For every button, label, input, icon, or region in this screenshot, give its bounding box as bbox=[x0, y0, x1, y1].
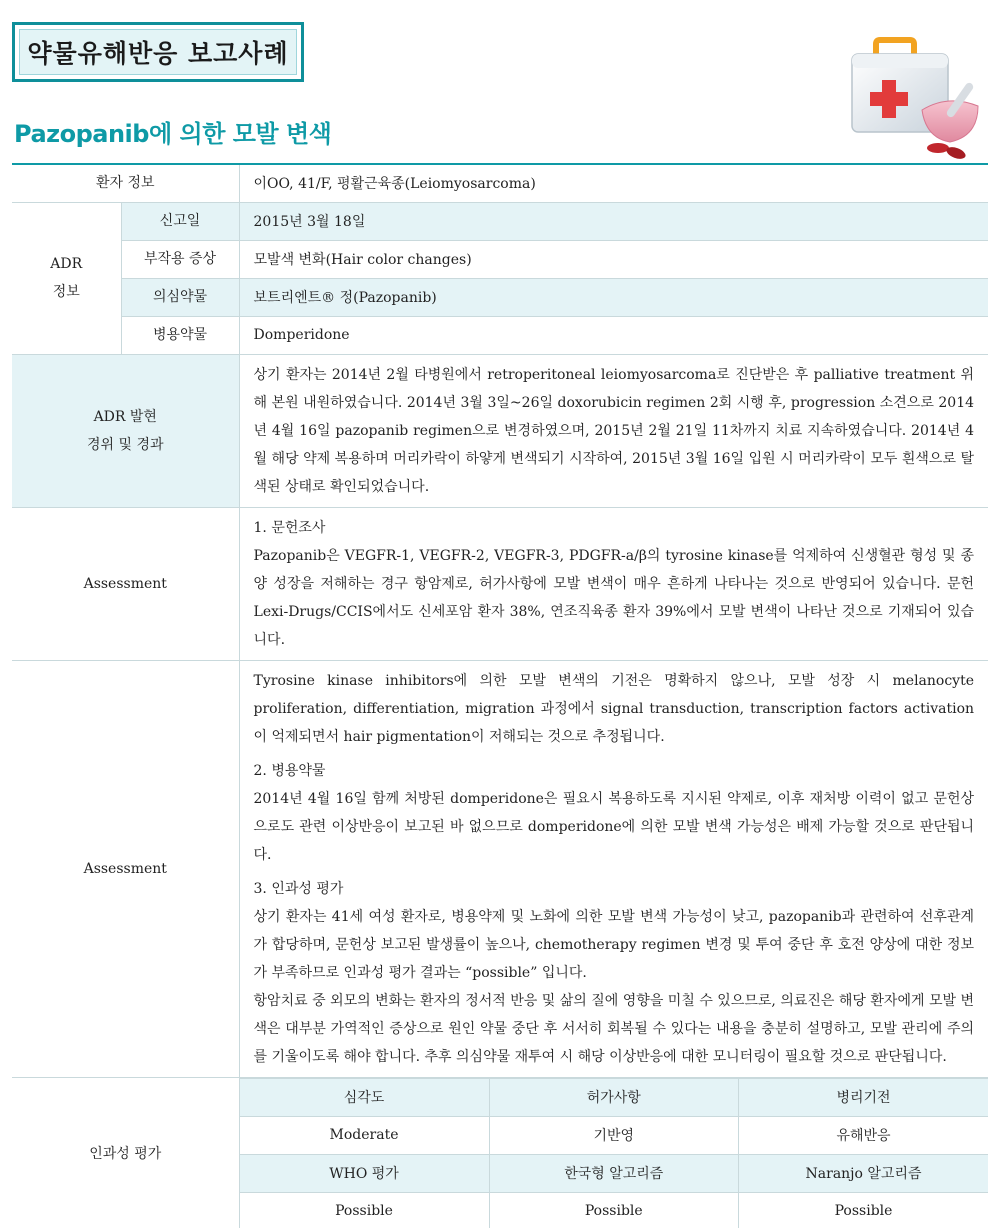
assessment-row-1 bbox=[12, 507, 988, 660]
first-aid-kit-icon bbox=[838, 36, 988, 161]
grid-value: 유해반응 bbox=[739, 1116, 989, 1154]
adr-row-value: 2015년 3월 18일 bbox=[239, 202, 988, 240]
adr-row-value: Domperidone bbox=[239, 316, 988, 354]
patient-info-row bbox=[12, 164, 988, 202]
adr-info-group-line2: 정보 bbox=[52, 284, 80, 300]
causality-label: 인과성 평가 bbox=[12, 1077, 239, 1228]
grid-header: 병리기전 bbox=[739, 1078, 989, 1116]
literature-heading: 1. 문헌조사 bbox=[253, 519, 326, 536]
adr-course-label-line1: ADR 발현 bbox=[93, 408, 157, 425]
adr-row-label: 부작용 증상 bbox=[121, 240, 239, 278]
adr-row-report-date bbox=[12, 202, 988, 240]
causality-grid-cell bbox=[239, 1077, 988, 1228]
mechanism-text: Tyrosine kinase inhibitors에 의한 모발 변색의 기전은 명확하지 않으나, 모발 성장 시 melanocyte proliferation, differentiation, migration 과정에서 signal transduction, transcription factors activation이 억제되면서 hair pigmentation이 저해되는 것으로 추정됩니다. bbox=[253, 672, 975, 745]
adr-course-row bbox=[12, 354, 988, 507]
grid-header: Naranjo 알고리즘 bbox=[739, 1154, 989, 1192]
adr-report-table bbox=[12, 163, 988, 1228]
grid-header: 한국형 알고리즘 bbox=[489, 1154, 739, 1192]
causality-heading: 3. 인과성 평가 bbox=[253, 880, 344, 897]
grid-value: Moderate bbox=[240, 1116, 490, 1154]
grid-value: Possible bbox=[240, 1192, 490, 1228]
adr-info-group-label bbox=[12, 202, 121, 354]
section-badge bbox=[12, 22, 304, 82]
causality-row bbox=[12, 1077, 988, 1228]
concomitant-heading: 2. 병용약물 bbox=[253, 762, 326, 779]
adr-row-label: 의심약물 bbox=[121, 278, 239, 316]
adr-row-suspected-drug bbox=[12, 278, 988, 316]
assessment-label: Assessment bbox=[12, 507, 239, 660]
literature-text: Pazopanib은 VEGFR-1, VEGFR-2, VEGFR-3, PDGFR-a/β의 tyrosine kinase를 억제하여 신생혈관 형성 및 종양 성장을 저해하는 경구 항암제로, 허가사항에 모발 변색이 매우 흔하게 나타나는 것으로 반영되어 있습니다. 문헌 Lexi-Drugs/CCIS에서도 신세포암 환자 38%, 연조직육종 환자 39%에서 모발 변색이 나타난 것으로 기재되어 있습니다. bbox=[253, 547, 975, 648]
adr-course-text: 상기 환자는 2014년 2월 타병원에서 retroperitoneal leiomyosarcoma로 진단받은 후 palliative treatment 위해 본원 내원하였습니다. 2014년 3월 3일~26일 doxorubicin regimen 2회 시행 후, progression 소견으로 2014년 4월 16일 pazopanib regimen으로 변경하였으며, 2015년 2월 21일 11차까지 치료 지속하였습니다. 2014년 4월 해당 약제 복용하며 머리카락이 하얗게 변색되기 시작하여, 2015년 3월 16일 입원 시 머리카락이 모두 흰색으로 탈색된 상태로 확인되었습니다. bbox=[239, 354, 988, 507]
causality-text: 상기 환자는 41세 여성 환자로, 병용약제 및 노화에 의한 모발 변색 가능성이 낮고, pazopanib과 관련하여 선후관계가 합당하며, 문헌상 보고된 발생률이 높으나, chemotherapy regimen 변경 및 투여 중단 후 호전 양상에 대한 정보가 부족하므로 인과성 평가 결과는 “possible” 입니다. bbox=[253, 908, 975, 981]
assessment-row-2 bbox=[12, 660, 988, 1077]
grid-value: Possible bbox=[489, 1192, 739, 1228]
assessment-1-body bbox=[239, 507, 988, 660]
patient-info-label: 환자 정보 bbox=[12, 164, 239, 202]
grid-header: WHO 평가 bbox=[240, 1154, 490, 1192]
adr-row-symptom bbox=[12, 240, 988, 278]
counseling-text: 항암치료 중 외모의 변화는 환자의 정서적 반응 및 삶의 질에 영향을 미칠 수 있으므로, 의료진은 해당 환자에게 모발 변색은 대부분 가역적인 증상으로 원인 약물 중단 후 서서히 회복될 수 있다는 내용을 충분히 설명하고, 모발 관리에 주의를 기울이도록 해야 합니다. 추후 의심약물 재투여 시 해당 이상반응에 대한 모니터링이 필요할 것으로 판단됩니다. bbox=[253, 992, 975, 1065]
section-badge-label: 약물유해반응 보고사례 bbox=[19, 29, 297, 75]
adr-course-label bbox=[12, 354, 239, 507]
grid-header: 심각도 bbox=[240, 1078, 490, 1116]
page-title: Pazopanib에 의한 모발 변색 bbox=[14, 120, 332, 148]
adr-course-label-line2: 경위 및 경과 bbox=[86, 436, 164, 453]
patient-info-value: 이OO, 41/F, 평활근육종(Leiomyosarcoma) bbox=[239, 164, 988, 202]
adr-row-label: 병용약물 bbox=[121, 316, 239, 354]
adr-info-group-line1: ADR bbox=[50, 256, 83, 272]
concomitant-text: 2014년 4월 16일 함께 처방된 domperidone은 필요시 복용하도록 지시된 약제로, 이후 재처방 이력이 없고 문헌상으로도 관련 이상반응이 보고된 바 없으므로 domperidone에 의한 모발 변색 가능성은 배제 가능할 것으로 판단됩니다. bbox=[253, 790, 975, 863]
grid-header: 허가사항 bbox=[489, 1078, 739, 1116]
assessment-2-body bbox=[239, 660, 988, 1077]
grid-value: 기반영 bbox=[489, 1116, 739, 1154]
adr-row-value: 모발색 변화(Hair color changes) bbox=[239, 240, 988, 278]
adr-row-concomitant-drug bbox=[12, 316, 988, 354]
adr-row-label: 신고일 bbox=[121, 202, 239, 240]
causality-grid bbox=[240, 1078, 989, 1228]
adr-row-value: 보트리엔트® 정(Pazopanib) bbox=[239, 278, 988, 316]
assessment-label: Assessment bbox=[12, 660, 239, 1077]
grid-value: Possible bbox=[739, 1192, 989, 1228]
